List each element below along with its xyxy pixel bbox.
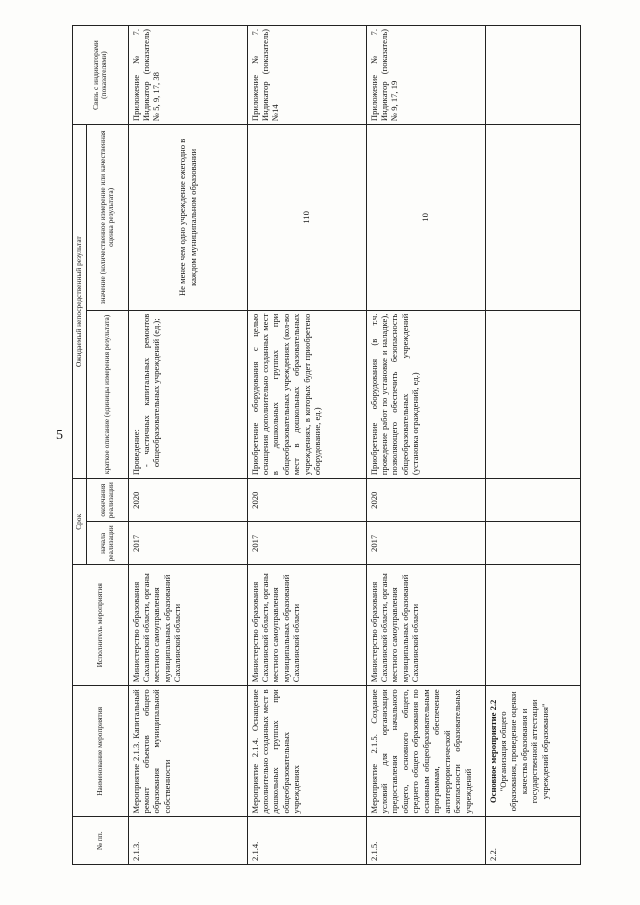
- row-executor: [485, 565, 580, 686]
- row-value: 110: [247, 125, 366, 311]
- row-end: 2020: [247, 479, 366, 522]
- row-name: Мероприятие 2.1.5. Создание условий для организации предоставления начального общего, основного общего, среднего общего образования по основным общеобразовательным программам, обеспечение антитеррористической безопасности образовательных учреждений: [366, 686, 485, 817]
- header-executor: Исполнитель мероприятия: [73, 565, 129, 686]
- row-num: 2.1.5.: [366, 817, 485, 865]
- row-end: [485, 479, 580, 522]
- table-row: [247, 26, 366, 865]
- row-value: Не менее чем одно учреждение ежегодно в каждом муниципальном образовании: [128, 125, 247, 311]
- row-start: 2017: [366, 522, 485, 565]
- header-expected-result: Ожидаемый непосредственный результат: [73, 125, 87, 479]
- header-name: Наименование мероприятия: [73, 686, 129, 817]
- header-term-start: начала реализации: [86, 522, 128, 565]
- row-brief-item: - частичных капитальных ремонтов общеобразовательных учреждений (ед.);: [141, 313, 162, 468]
- row-link: Приложение № 7. Индикатор (показатель) №14: [247, 26, 366, 125]
- row-executor: Министерство образования Сахалинской области, органы местного самоуправления муниципальных образований Сахалинской области: [366, 565, 485, 686]
- row-name-text: "Организация общего образования, проведение оценки качества образования и государственной аттестации учреждений образования": [498, 691, 550, 812]
- row-name-title: Основное мероприятие 2.2: [487, 699, 498, 804]
- row-name: Мероприятие 2.1.4. Оснащение дополнительно созданных мест в дошкольных группах при общеобразовательных учреждениях: [247, 686, 366, 817]
- table-row: [128, 26, 247, 865]
- header-link: Связь с индикаторами (показателями): [73, 26, 129, 125]
- header-value: значение (количественное измерение или качественная оценка результата): [86, 125, 128, 311]
- row-start: 2017: [247, 522, 366, 565]
- row-start: 2017: [128, 522, 247, 565]
- row-brief: [485, 310, 580, 479]
- row-end: 2020: [366, 479, 485, 522]
- table-row: [366, 26, 485, 865]
- row-executor: Министерство образования Сахалинской области, органы местного самоуправления муниципальных образований Сахалинской области: [128, 565, 247, 686]
- row-link: Приложение № 7. Индикатор (показатель) № 9, 17, 19: [366, 26, 485, 125]
- row-name: Мероприятие 2.1.3. Капитальный ремонт объектов общего образования муниципальной собственности: [128, 686, 247, 817]
- row-brief-title: Проведение:: [130, 429, 141, 476]
- row-value: 10: [366, 125, 485, 311]
- row-name: [485, 686, 580, 817]
- row-num: 2.1.4.: [247, 817, 366, 865]
- table-row: [485, 26, 580, 865]
- row-link: [485, 26, 580, 125]
- header-term: Срок: [73, 479, 87, 565]
- header-brief-description: краткое описание (единицы измерения результата): [86, 310, 128, 479]
- rotated-table-sheet: [72, 25, 572, 865]
- row-start: [485, 522, 580, 565]
- activities-table: [72, 25, 581, 865]
- row-num: 2.1.3.: [128, 817, 247, 865]
- header-term-end: окончания реализации: [86, 479, 128, 522]
- row-executor: Министерство образования Сахалинской области, органы местного самоуправления муниципальных образований Сахалинской области: [247, 565, 366, 686]
- row-end: 2020: [128, 479, 247, 522]
- row-brief: Приобретение оборудования (в т.ч. проведение работ по установке и наладке), позволяющего обеспечить безопасность общеобразовательных учреждений (установка ограждений, ед.): [366, 310, 485, 479]
- row-brief: Приобретение оборудования с целью оснащения дополнительно созданных мест в дошкольных группах при общеобразовательных учреждениях (кол-во мест в дошкольных образовательных учреждениях, в которых будет приобретено оборудование, ед.): [247, 310, 366, 479]
- row-link: Приложение № 7. Индикатор (показатель) № 5, 9, 17, 38: [128, 26, 247, 125]
- row-num: 2.2.: [485, 817, 580, 865]
- header-num: № пп.: [73, 817, 129, 865]
- row-brief: [128, 310, 247, 479]
- row-value: [485, 125, 580, 311]
- page-number: 5: [56, 428, 63, 443]
